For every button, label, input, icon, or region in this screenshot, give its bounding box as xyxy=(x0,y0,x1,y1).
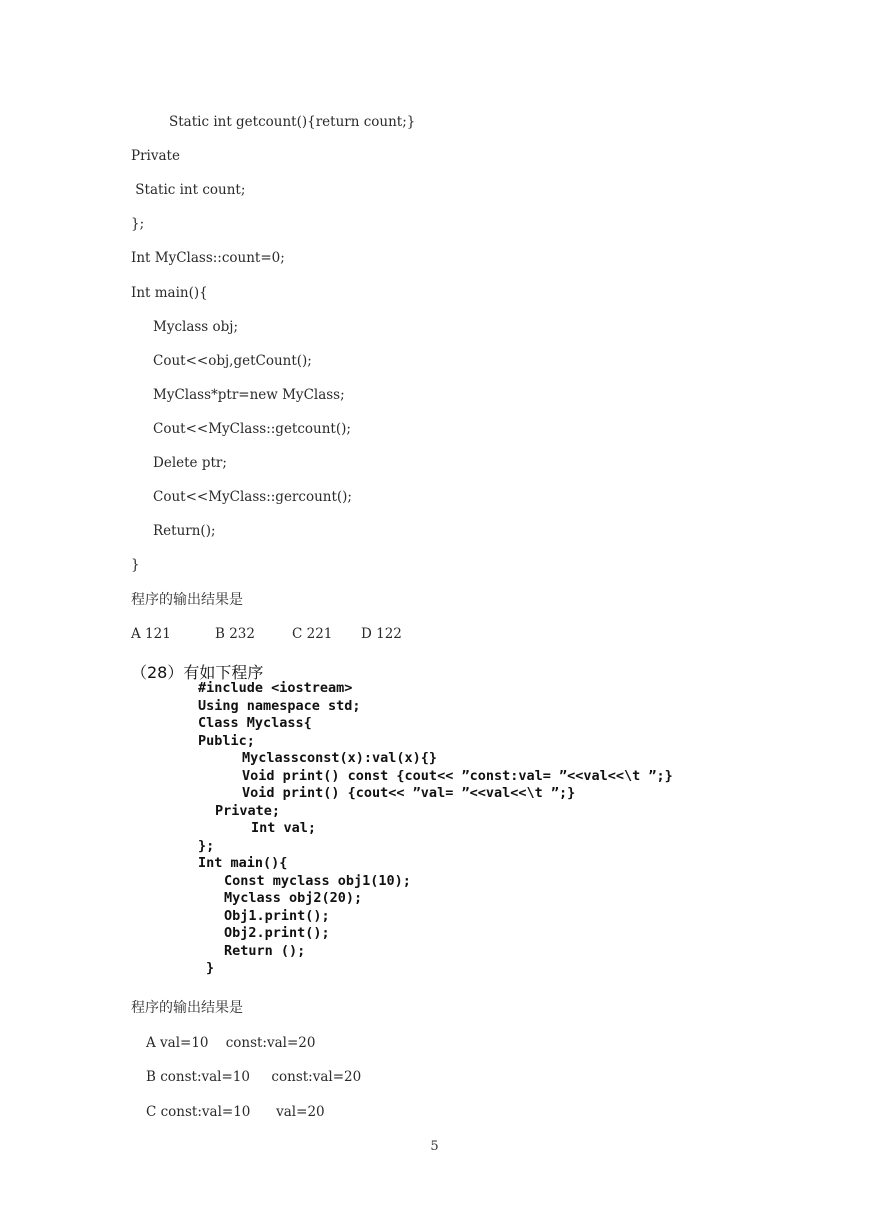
q28-code-image xyxy=(196,680,736,980)
code-line: Myclassconst(x):val(x){} xyxy=(242,750,438,766)
code-line: Private xyxy=(131,148,180,164)
code-line: } xyxy=(206,960,215,976)
option-c: C const:val=10 val=20 xyxy=(146,1104,325,1120)
option-a: A val=10 const:val=20 xyxy=(146,1035,316,1051)
code-line: Void print() const {cout<< ”const:val= ”<<val<<\t ”;} xyxy=(242,767,673,784)
code-line: Cout<<MyClass::gercount(); xyxy=(153,489,352,505)
code-line: Int MyClass::count=0; xyxy=(131,250,285,266)
option-a: A 121 xyxy=(131,626,171,642)
code-line: }; xyxy=(198,837,215,854)
code-line: Obj1.print(); xyxy=(224,907,330,924)
code-line: Private; xyxy=(215,802,281,819)
code-line: Public; xyxy=(198,732,255,749)
option-b: B const:val=10 const:val=20 xyxy=(146,1069,362,1085)
code-line: Static int getcount(){return count;} xyxy=(169,114,416,130)
code-line: Void print() {cout<< ”val= ”<<val<<\t ”;} xyxy=(242,785,576,801)
q28-prompt: 程序的输出结果是 xyxy=(131,1000,243,1016)
code-line: #include <iostream> xyxy=(198,680,353,696)
code-line: Return (); xyxy=(224,942,306,959)
option-c: C 221 xyxy=(292,626,333,642)
page-number: 5 xyxy=(430,1139,439,1154)
code-line: Return(); xyxy=(153,523,216,539)
code-line: Int val; xyxy=(251,820,317,836)
code-line: Myclass obj2(20); xyxy=(224,890,363,906)
option-b: B 232 xyxy=(215,626,255,642)
code-line: Class Myclass{ xyxy=(198,715,312,731)
code-line: Const myclass obj1(10); xyxy=(224,872,411,889)
code-line: Obj2.print(); xyxy=(224,925,330,941)
q27-prompt: 程序的输出结果是 xyxy=(131,592,243,608)
code-line: Int main(){ xyxy=(198,855,288,871)
code-line: Cout<<obj,getCount(); xyxy=(153,353,312,369)
q28-title: （28）有如下程序 xyxy=(131,663,264,682)
code-line: Cout<<MyClass::getcount(); xyxy=(153,421,351,437)
code-line: Using namespace std; xyxy=(198,697,361,714)
option-d: D 122 xyxy=(361,626,402,642)
code-line: }; xyxy=(131,216,145,232)
code-line: Int main(){ xyxy=(131,285,208,301)
code-line: Delete ptr; xyxy=(153,455,227,471)
code-line: Static int count; xyxy=(131,182,246,198)
code-line: Myclass obj; xyxy=(153,319,239,335)
code-line: MyClass*ptr=new MyClass; xyxy=(153,387,345,403)
code-line: } xyxy=(131,557,140,573)
